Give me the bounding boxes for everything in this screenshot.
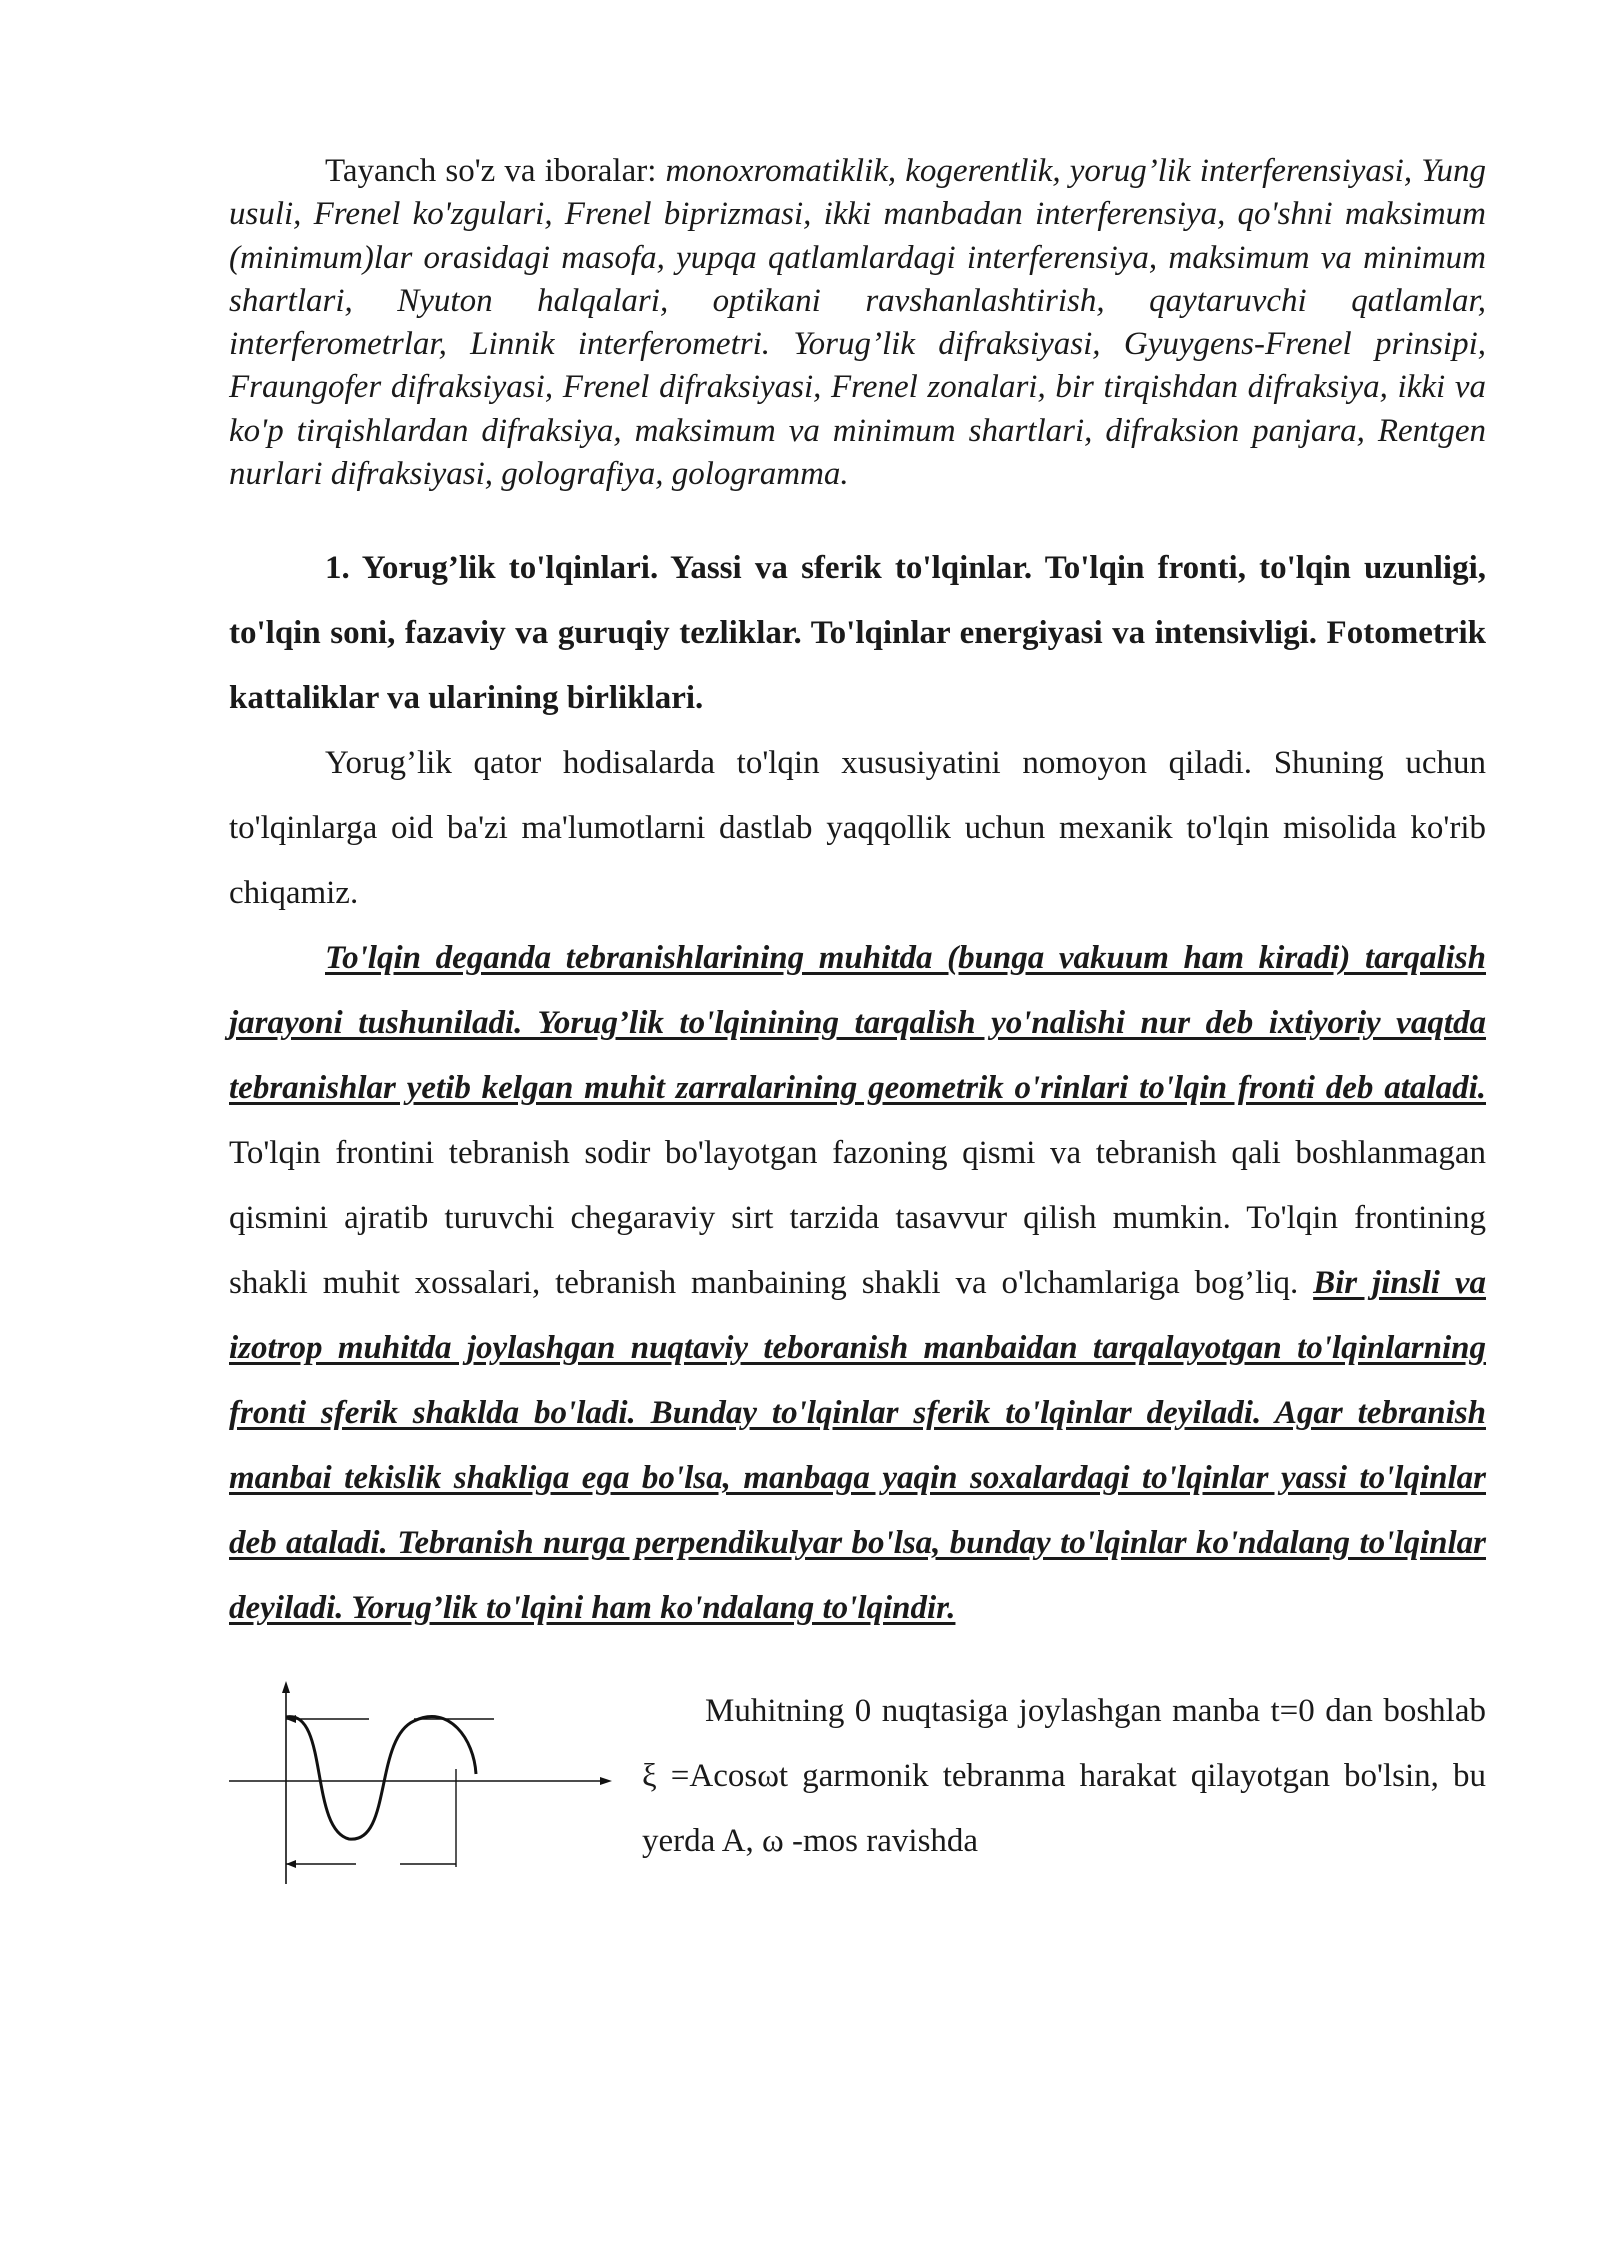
oscillation-paragraph: Muhitning 0 nuqtasiga joylashgan manba t=0 dan boshlab ξ =Acosωt garmonik tebranma harakat qilayotgan bo'lsin, bu yerda A, ω -mos ravishda — [642, 1693, 1486, 1860]
figure-and-text-block — [229, 1679, 1486, 1899]
wave-front-text: To'lqin frontini tebranish sodir bo'layotgan fazoning qismi va tebranish qali boshlanmagan qismini ajratib turuvchi chegaraviy sirt tarzida tasavvur qilish mumkin. To'lqin frontining shakli muhit xossalari, tebranish manbaining shakli va o'lchamlariga bog’liq. — [229, 1135, 1486, 1302]
wave-definition-emphasis: To'lqin deganda tebranishlarining muhitda (bunga vakuum ham kiradi) tarqalish jarayoni tushuniladi. Yorug’lik to'lqinining tarqalish yo'nalishi nur deb ixtiyoriy vaqtda tebranishlar yetib kelgan muhit zarralarining geometrik o'rinlari to'lqin fronti deb ataladi. — [229, 940, 1486, 1107]
wavelength-markers — [286, 1715, 494, 1868]
vertical-axis-arrow — [282, 1681, 290, 1693]
keywords-list: monoxromatiklik, kogerentlik, yorug’lik interferensiyasi, Yung usuli, Frenel ko'zgulari, Frenel biprizmasi, ikki manbadan interferensiya, qo'shni maksimum (minimum)lar orasidagi masofa, yupqa qatlamlardagi interferensiya, maksimum va minimum shartlari, Nyuton halqalari, optikani ravshanlashtirish, qaytaruvchi qatlamlar, interferometrlar, Linnik interferometri. Yorug’lik difraksiyasi, Gyuygens-Frenel prinsipi, Fraungofer difraksiyasi, Frenel difraksiyasi, Frenel zonalari, bir tirqishdan difraksiya, ikki va ko'p tirqishlardan difraksiya, maksimum va minimum shartlari, difraksion panjara, Rentgen nurlari difraksiyasi, golografiya, gologramma. — [229, 153, 1486, 493]
intro-paragraph: Yorug’lik qator hodisalarda to'lqin xususiyatini nomoyon qiladi. Shuning uchun to'lqinlarga oid ba'zi ma'lumotlarni dastlab yaqqollik uchun mexanik to'lqin misolida ko'rib chiqamiz. — [229, 745, 1486, 912]
keywords-label: Tayanch so'z va iboralar: — [325, 153, 657, 189]
wave-diagram — [224, 1679, 614, 1889]
wave-types-emphasis: Bir jinsli va izotrop muhitda joylashgan nuqtaviy teboranish manbaidan tarqalayotgan to'lqinlarning fronti sferik shaklda bo'ladi. Bunday to'lqinlar sferik to'lqinlar deyiladi. Agar tebranish manbai tekislik shakliga ega bo'lsa, manbaga yaqin soxalardagi to'lqinlar yassi to'lqinlar deb ataladi. Tebranish nurga perpendikulyar bo'lsa, bunday to'lqinlar ko'ndalang to'lqinlar deyiladi. Yorug’lik to'lqini ham ko'ndalang to'lqindir. — [229, 1265, 1486, 1627]
wave-axes — [229, 1681, 612, 1884]
sine-wave-curve — [286, 1717, 476, 1840]
horizontal-axis-arrow — [600, 1777, 612, 1785]
wave-definition-paragraph — [229, 926, 1486, 1641]
section-heading: 1. Yorug’lik to'lqinlari. Yassi va sferik to'lqinlar. To'lqin fronti, to'lqin uzunligi, to'lqin soni, fazaviy va guruqiy tezliklar. To'lqinlar energiyasi va intensivligi. Fotometrik kattaliklar va ularining birliklari. — [229, 550, 1486, 717]
keywords-paragraph — [229, 150, 1486, 496]
document-page — [229, 150, 1486, 1899]
